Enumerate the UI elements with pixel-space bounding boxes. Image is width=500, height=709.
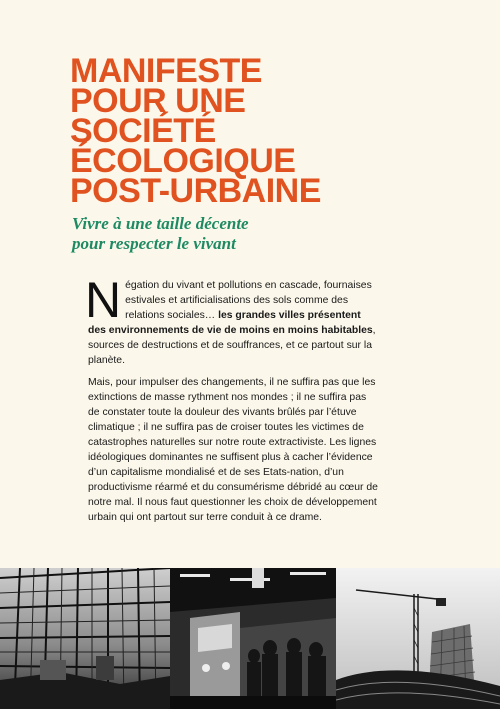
subtitle-line: pour respecter le vivant — [72, 234, 236, 253]
paragraph-2: Mais, pour impulser des changements, il ne suffira pas que les extinctions de masse rythment nos mondes ; il ne suffira pas de constater toute la douleur des vivants brûlés par l’étuve climatique ; il ne suffira pas de croiser toutes les victimes de catastrophes naturelles sur notre route extractiviste. Les lignes idéologiques dominantes ne suffisent plus à cacher l’évidence d’un capitalisme mondialisé et de ses Etats-nation, d’un productivisme réarmé et du consumérisme débridé au cœur de notre mal. Il nous faut questionner les choix de développement urbain qui ont partout sur terre conduit à ce drame. — [88, 377, 378, 523]
paragraph-1-text-a: égation du vivant et pollutions en cascade, fournaises estivales et artificialisations des sols comme des relations sociales… — [125, 280, 372, 321]
construction-site-photo — [0, 568, 170, 709]
title-line: SOCIÉTÉ — [70, 112, 216, 150]
title-line: ÉCOLOGIQUE — [70, 142, 296, 180]
page-title — [70, 52, 490, 210]
drop-cap: N — [85, 272, 122, 328]
paragraph-1-bold: les grandes villes présentent des environnements de vie de moins en moins habitables — [88, 310, 373, 336]
photo-strip — [0, 568, 500, 709]
body-text — [85, 272, 378, 532]
subtitle — [72, 214, 472, 254]
crane-skyscraper-photo — [336, 568, 500, 709]
paragraph-1-text-b: , sources de destructions et de souffrances, et ce partout sur la planète. — [88, 325, 376, 366]
title-line: POUR UNE — [70, 82, 246, 120]
subtitle-line: Vivre à une taille décente — [72, 214, 249, 233]
title-line: POST-URBAINE — [70, 172, 321, 210]
paragraph-1 — [85, 272, 378, 368]
metro-platform-photo — [170, 568, 336, 709]
title-line: MANIFESTE — [70, 52, 262, 90]
